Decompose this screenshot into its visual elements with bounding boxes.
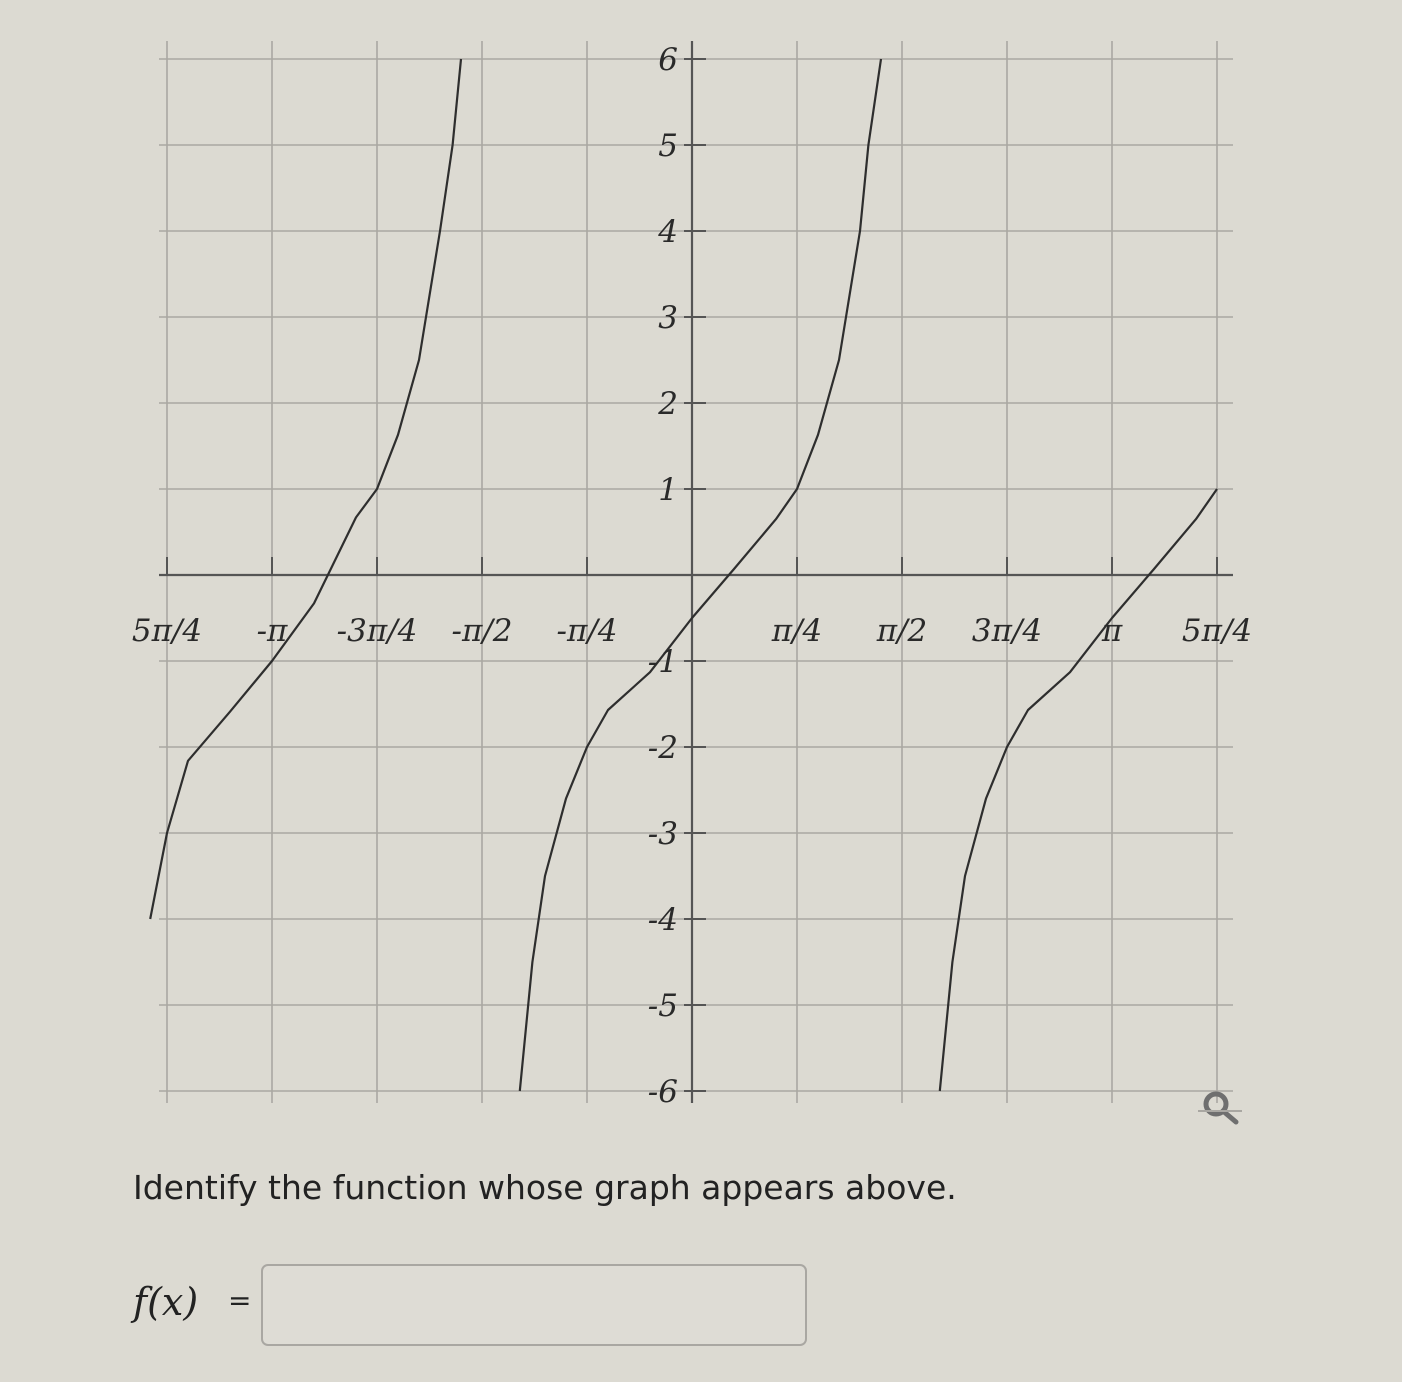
x-tick-label: -3π/4 — [336, 613, 418, 649]
function-label: f(x) — [133, 1280, 199, 1324]
y-tick-label: 2 — [658, 386, 678, 422]
y-tick-label: 3 — [658, 300, 678, 336]
axes — [159, 41, 1233, 1103]
y-tick-label: -4 — [647, 902, 678, 938]
x-tick-label: π/4 — [771, 613, 823, 649]
grid-lines — [159, 41, 1233, 1103]
y-tick-label: 4 — [658, 214, 678, 250]
y-tick-label: -3 — [647, 816, 678, 852]
y-tick-label: -6 — [647, 1074, 678, 1110]
x-tick-label: -π/2 — [451, 613, 513, 649]
question-prompt: Identify the function whose graph appears above. — [133, 1168, 957, 1207]
y-tick-label: -1 — [647, 644, 678, 680]
x-tick-label: π — [1101, 613, 1123, 649]
y-tick-label: 6 — [658, 42, 678, 78]
x-tick-label: 5π/4 — [131, 613, 203, 649]
y-tick-label: -2 — [647, 730, 678, 766]
y-tick-label: 5 — [658, 128, 678, 164]
x-tick-label: 3π/4 — [971, 613, 1043, 649]
answer-input[interactable] — [261, 1264, 807, 1346]
y-tick-label: -5 — [647, 988, 678, 1024]
x-tick-label: -π — [256, 613, 288, 649]
x-tick-label: -π/4 — [556, 613, 618, 649]
y-tick-label: 1 — [658, 472, 678, 508]
x-tick-label: π/2 — [876, 613, 928, 649]
x-tick-label: 5π/4 — [1181, 613, 1253, 649]
magnifier-icon[interactable] — [1198, 1088, 1244, 1133]
equals-sign: = — [228, 1284, 252, 1317]
curve-branch-3 — [940, 489, 1217, 1091]
